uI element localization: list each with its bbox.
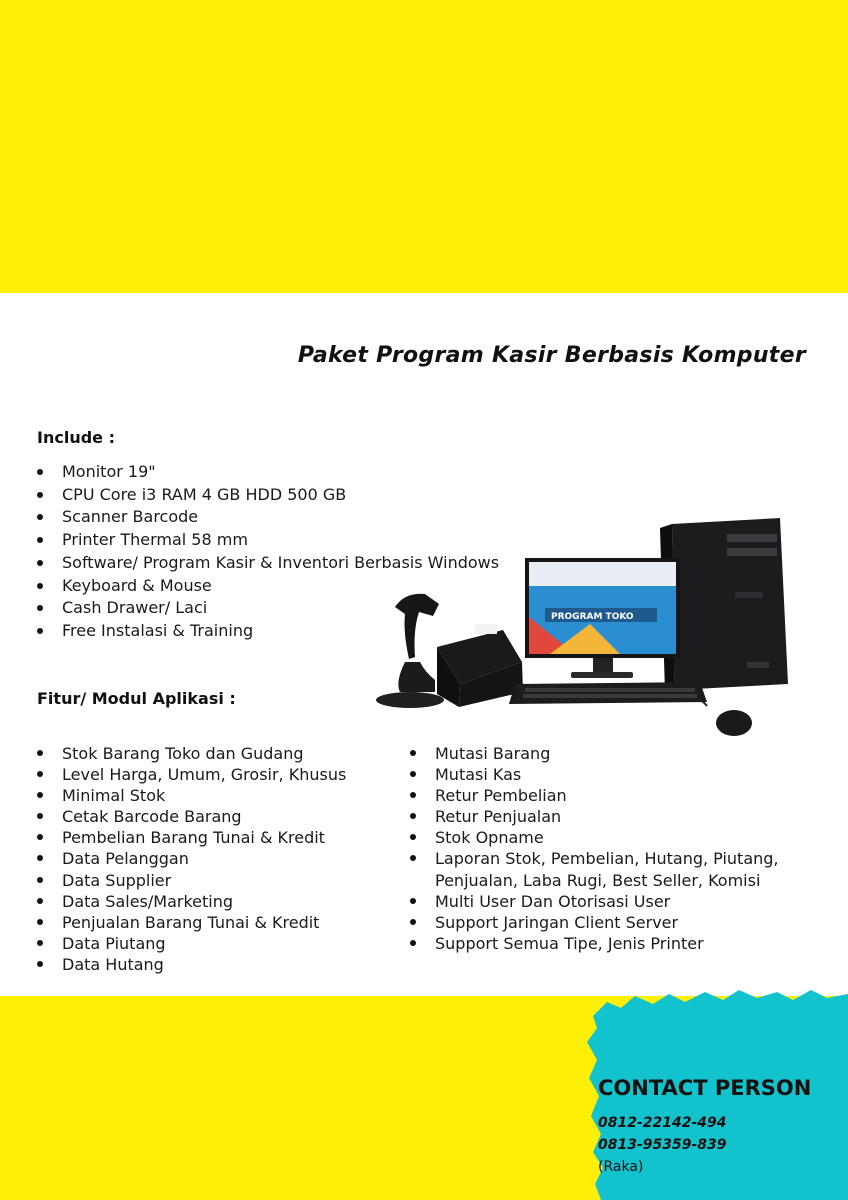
phone-number[interactable]: 0812-22142-494 (598, 1115, 727, 1131)
list-item: Retur Pembelian (410, 785, 810, 806)
list-item: Stok Barang Toko dan Gudang (37, 743, 346, 764)
page-title: Paket Program Kasir Berbasis Komputer (297, 343, 806, 368)
fitur-list-left (37, 743, 346, 975)
phone-number[interactable]: 0813-95359-839 (598, 1137, 727, 1153)
include-heading: Include : (37, 428, 115, 447)
list-item: Free Instalasi & Training (37, 620, 499, 643)
list-item: Minimal Stok (37, 785, 346, 806)
list-item: Support Jaringan Client Server (410, 912, 810, 933)
list-item: Cash Drawer/ Laci (37, 597, 499, 620)
list-item: Data Pelanggan (37, 848, 346, 869)
keyboard-icon (509, 682, 707, 704)
contact-person-block (598, 1076, 811, 1178)
list-item: Pembelian Barang Tunai & Kredit (37, 827, 346, 848)
contact-name: (Raka) (598, 1159, 644, 1175)
list-item: Laporan Stok, Pembelian, Hutang, Piutang, Penjualan, Laba Rugi, Best Seller, Komisi (410, 848, 810, 890)
list-item: Cetak Barcode Barang (37, 806, 346, 827)
list-item: Scanner Barcode (37, 506, 499, 529)
list-item: Support Semua Tipe, Jenis Printer (410, 933, 810, 954)
pos-hardware-illustration (375, 512, 795, 742)
list-item: Mutasi Kas (410, 764, 810, 785)
list-item: Keyboard & Mouse (37, 575, 499, 598)
fitur-heading: Fitur/ Modul Aplikasi : (37, 689, 236, 708)
contact-title: CONTACT PERSON (598, 1076, 812, 1100)
list-item: Printer Thermal 58 mm (37, 529, 499, 552)
monitor-icon (525, 558, 680, 678)
list-item: Stok Opname (410, 827, 810, 848)
list-item: CPU Core i3 RAM 4 GB HDD 500 GB (37, 484, 499, 507)
fitur-list-right (410, 743, 810, 954)
list-item: Data Piutang (37, 933, 346, 954)
list-item: Mutasi Barang (410, 743, 810, 764)
barcode-scanner-icon (376, 594, 444, 708)
list-item: Data Supplier (37, 870, 346, 891)
thermal-printer-icon (437, 624, 523, 707)
list-item: Software/ Program Kasir & Inventori Berbasis Windows (37, 552, 499, 575)
list-item: Level Harga, Umum, Grosir, Khusus (37, 764, 346, 785)
list-item: Data Sales/Marketing (37, 891, 346, 912)
mouse-icon (695, 700, 752, 736)
list-item: Retur Penjualan (410, 806, 810, 827)
screen-text: PROGRAM TOKO (551, 612, 634, 622)
list-item: Monitor 19" (37, 461, 499, 484)
list-item: Penjualan Barang Tunai & Kredit (37, 912, 346, 933)
top-yellow-band (0, 0, 848, 293)
list-item: Multi User Dan Otorisasi User (410, 891, 810, 912)
list-item: Data Hutang (37, 954, 346, 975)
